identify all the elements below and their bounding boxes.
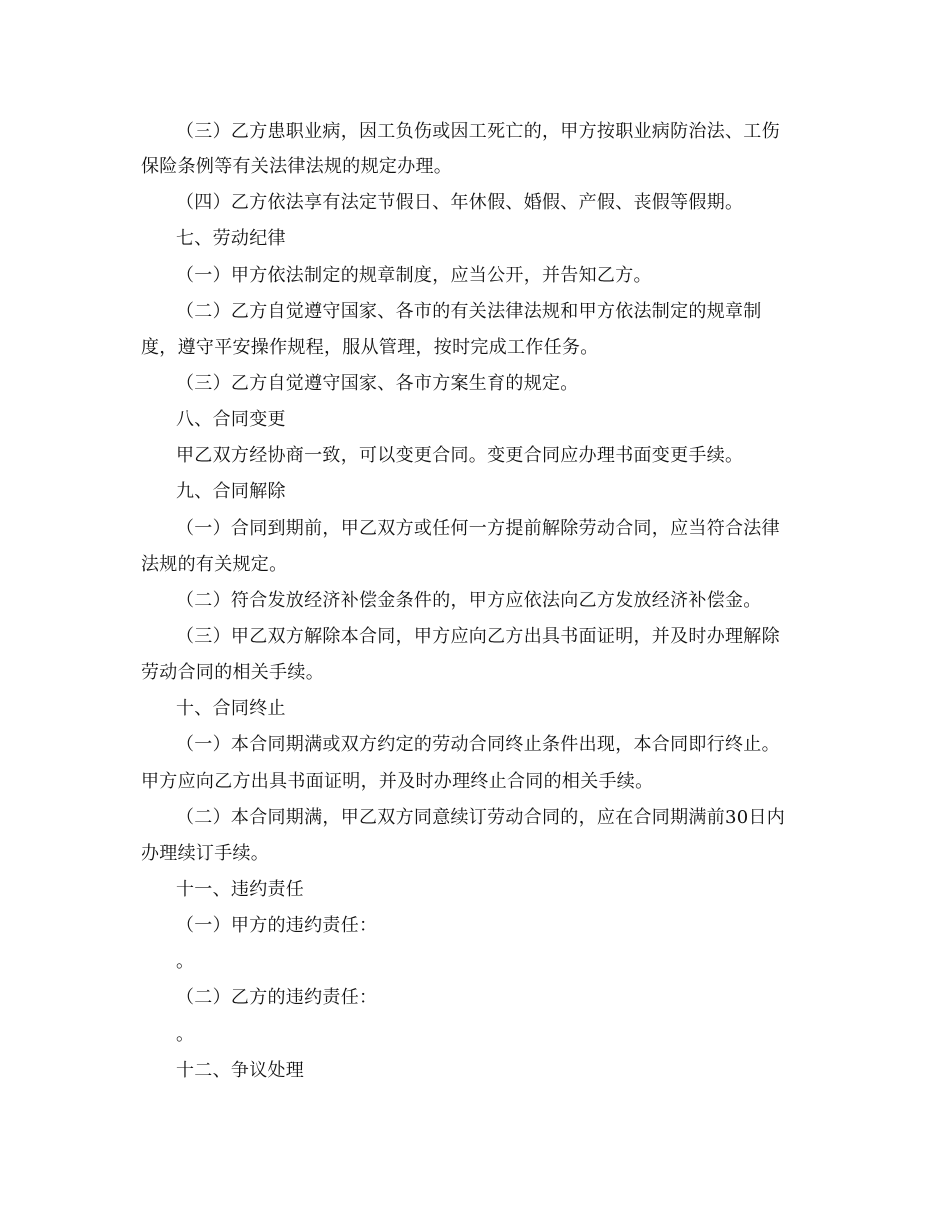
paragraph-line: （三）乙方自觉遵守国家、各市方案生育的规定。 [176,373,579,394]
paragraph-line: 办理续订手续。 [141,843,270,864]
paragraph-line: （一）本合同期满或双方约定的劳动合同终止条件出现，本合同即行终止。 [176,734,780,755]
paragraph-line: 保险条例等有关法律法规的规定办理。 [141,156,453,177]
section-heading: 九、合同解除 [176,481,286,502]
paragraph-line: 度，遵守平安操作规程，服从管理，按时完成工作任务。 [141,337,599,358]
paragraph-line: （一）甲方的违约责任： [176,915,378,936]
section-heading: 十一、违约责任 [176,879,305,900]
paragraph-line: （二）乙方自觉遵守国家、各市的有关法律法规和甲方依法制定的规章制 [176,301,762,322]
paragraph-line: 。 [176,951,195,972]
paragraph-line: （二）符合发放经济补偿金条件的，甲方应依法向乙方发放经济补偿金。 [176,590,762,611]
paragraph-line: 。 [176,1024,195,1045]
paragraph-line: 甲乙双方经协商一致，可以变更合同。变更合同应办理书面变更手续。 [176,445,744,466]
section-heading: 十、合同终止 [176,698,286,719]
paragraph-line: （二）乙方的违约责任： [176,987,378,1008]
paragraph-line: 劳动合同的相关手续。 [141,662,324,683]
paragraph-line: （三）乙方患职业病，因工负伤或因工死亡的，甲方按职业病防治法、工伤 [176,121,780,142]
paragraph-line: 甲方应向乙方出具书面证明，并及时办理终止合同的相关手续。 [141,771,654,792]
paragraph-line: （三）甲乙双方解除本合同，甲方应向乙方出具书面证明，并及时办理解除 [176,626,780,647]
section-heading: 七、劳动纪律 [176,228,286,249]
paragraph-line: （一）合同到期前，甲乙双方或任何一方提前解除劳动合同，应当符合法律 [176,518,780,539]
section-heading: 十二、争议处理 [176,1060,305,1081]
paragraph-line: （二）本合同期满，甲乙双方同意续订劳动合同的，应在合同期满前30日内 [176,807,786,828]
paragraph-line: 法规的有关规定。 [141,554,288,575]
paragraph-line: （一）甲方依法制定的规章制度，应当公开，并告知乙方。 [176,265,652,286]
section-heading: 八、合同变更 [176,409,286,430]
paragraph-line: （四）乙方依法享有法定节假日、年休假、婚假、产假、丧假等假期。 [176,192,744,213]
